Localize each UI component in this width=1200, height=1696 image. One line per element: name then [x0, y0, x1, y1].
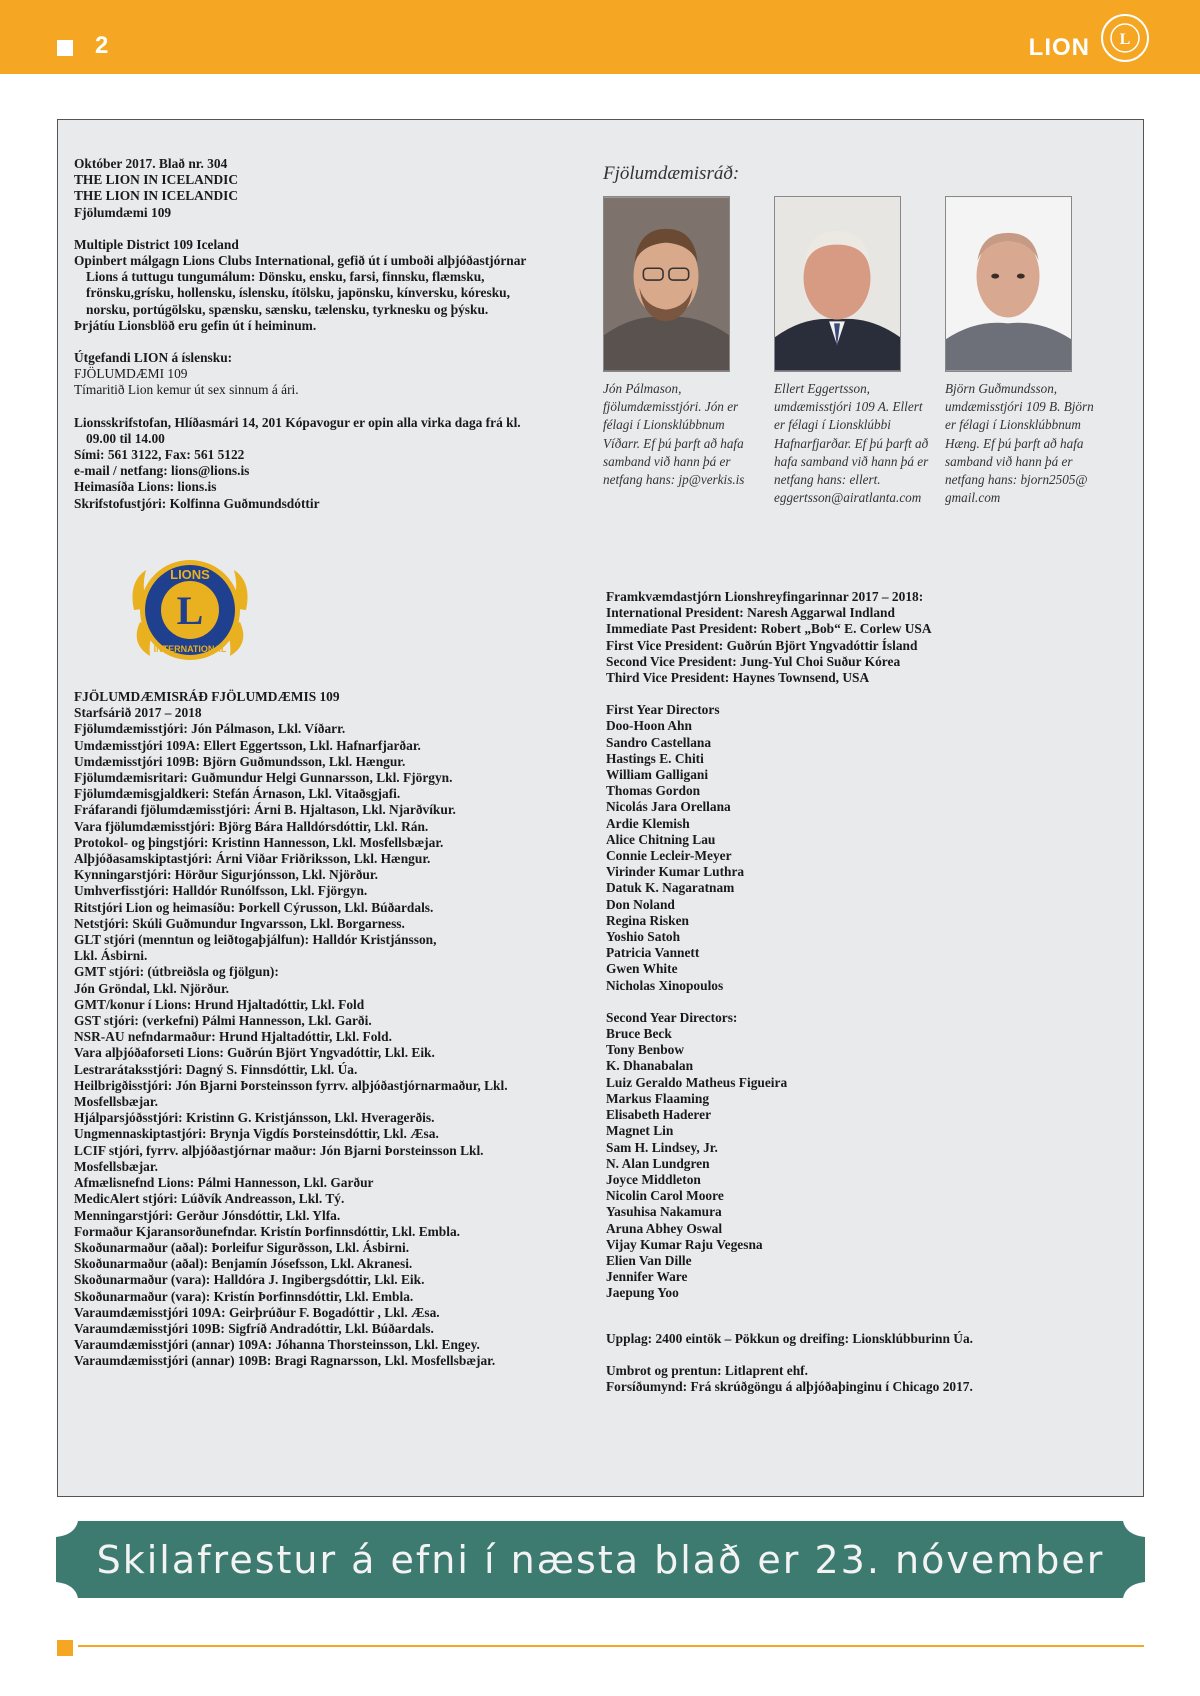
second-year-director: Sam H. Lindsey, Jr. — [606, 1139, 718, 1155]
masthead-line: Fjölumdæmi 109 — [74, 204, 172, 220]
first-year-director: Thomas Gordon — [606, 783, 701, 799]
portrait-photo — [603, 196, 730, 372]
council-role-line: MedicAlert stjóri: Lúðvík Andreasson, Lkl. Tý. — [74, 1191, 345, 1207]
header-bar — [0, 0, 1200, 74]
first-year-director: Regina Risken — [606, 912, 689, 928]
page-number: 2 — [95, 32, 109, 59]
council-role-line: LCIF stjóri, fyrrv. alþjóðastjórnar maður: Jón Bjarni Þorsteinsson Lkl. — [74, 1142, 484, 1158]
first-year-title: First Year Directors — [606, 702, 720, 718]
cover-photo-credit: Forsíðumynd: Frá skrúðgöngu á alþjóðaþinginu í Chicago 2017. — [606, 1379, 973, 1395]
second-year-director: Elien Van Dille — [606, 1252, 692, 1268]
district-name: Multiple District 109 Iceland — [74, 236, 239, 252]
council-role-line: Afmælisnefnd Lions: Pálmi Hannesson, Lkl. Garður — [74, 1175, 374, 1191]
second-year-director: N. Alan Lundgren — [606, 1155, 710, 1171]
first-year-director: Don Noland — [606, 896, 675, 912]
executive-officer: Second Vice President: Jung-Yul Choi Suður Kórea — [606, 653, 901, 669]
first-year-director: Ardie Klemish — [606, 815, 690, 831]
first-year-director: Gwen White — [606, 961, 678, 977]
council-role-line: Netstjóri: Skúli Guðmundur Ingvarsson, Lkl. Borgarness. — [74, 915, 405, 931]
second-year-director: Yasuhisa Nakamura — [606, 1204, 722, 1220]
official-organ: Opinbert málgagn Lions Clubs International, gefið út í umboði alþjóðastjórnar — [74, 253, 527, 269]
website: Heimasíða Lions: lions.is — [74, 479, 217, 495]
council-role-line: Mosfellsbæjar. — [74, 1158, 158, 1174]
council-member — [774, 196, 934, 507]
masthead-line: THE LION IN ICELANDIC — [74, 172, 239, 188]
executive-board — [606, 589, 1126, 1302]
district-council-list — [74, 689, 594, 1370]
council-role-line: Vara alþjóðaforseti Lions: Guðrún Björt Yngvadóttir, Lkl. Eik. — [74, 1045, 435, 1061]
council-role-line: Varaumdæmisstjóri 109A: Geirþrúður F. Bogadóttir , Lkl. Æsa. — [74, 1304, 440, 1320]
phone: Sími: 561 3122, Fax: 561 5122 — [74, 447, 245, 463]
council-role-line: GMT stjóri: (útbreiðsla og fjölgun): — [74, 964, 279, 980]
second-year-director: K. Dhanabalan — [606, 1058, 694, 1074]
second-year-director: Aruna Abhey Oswal — [606, 1220, 723, 1236]
council-role-line: Hjálparsjóðsstjóri: Kristinn G. Kristjánsson, Lkl. Hveragerðis. — [74, 1110, 435, 1126]
svg-text:LIONS: LIONS — [170, 567, 210, 582]
languages-line: Lions á tuttugu tungumálum: Dönsku, ensku, farsi, finnsku, flæmsku, — [86, 269, 485, 285]
council-role-line: Umhverfisstjóri: Halldór Runólfsson, Lkl. Fjörgyn. — [74, 883, 368, 899]
second-year-director: Nicolin Carol Moore — [606, 1188, 724, 1204]
first-year-director: Virinder Kumar Luthra — [606, 864, 745, 880]
svg-text:INTERNATIONAL: INTERNATIONAL — [153, 644, 227, 654]
footer-rule — [78, 1645, 1144, 1647]
production-info — [606, 1331, 1126, 1396]
second-year-director: Jennifer Ware — [606, 1269, 688, 1285]
first-year-director: William Galligani — [606, 767, 709, 783]
council-role-line: GLT stjóri (menntun og leiðtogaþjálfun): Halldór Kristjánsson, — [74, 932, 437, 948]
portrait-photo — [945, 196, 1072, 372]
council-role-line: Umdæmisstjóri 109A: Ellert Eggertsson, Lkl. Hafnarfjarðar. — [74, 737, 421, 753]
council-role-line: Skoðunarmaður (aðal): Þorleifur Sigurðsson, Lkl. Ásbirni. — [74, 1239, 410, 1255]
district-council-year: Starfsárið 2017 – 2018 — [74, 705, 202, 721]
council-role-line: Ritstjóri Lion og heimasíðu: Þorkell Cýrusson, Lkl. Búðardals. — [74, 899, 434, 915]
first-year-director: Yoshio Satoh — [606, 929, 681, 945]
languages-line: norsku, portúgölsku, spænsku, sænsku, tælensku, tyrknesku og þýsku. — [86, 301, 489, 317]
second-year-director: Vijay Kumar Raju Vegesna — [606, 1236, 763, 1252]
layout-printing: Umbrot og prentun: Litlaprent ehf. — [606, 1363, 808, 1379]
council-member — [945, 196, 1105, 507]
first-year-director: Doo-Hoon Ahn — [606, 718, 692, 734]
council-role-line: Kynningarstjóri: Hörður Sigurjónsson, Lkl. Njörður. — [74, 867, 378, 883]
first-year-director: Hastings E. Chiti — [606, 750, 704, 766]
magazine-name: LION — [1028, 34, 1090, 61]
first-year-director: Datuk K. Nagaratnam — [606, 880, 735, 896]
first-year-director: Nicholas Xinopoulos — [606, 977, 724, 993]
svg-text:L: L — [176, 588, 204, 633]
council-role-line: Vara fjölumdæmisstjóri: Björg Bára Halldórsdóttir, Lkl. Rán. — [74, 818, 429, 834]
svg-text:L: L — [1119, 31, 1131, 48]
footer-marker-square — [57, 1640, 73, 1656]
first-year-director: Connie Lecleir-Meyer — [606, 848, 732, 864]
email: e-mail / netfang: lions@lions.is — [74, 463, 250, 479]
council-role-line: Skoðunarmaður (vara): Halldóra J. Ingibergsdóttir, Lkl. Eik. — [74, 1272, 425, 1288]
council-role-line: Protokol- og þingstjóri: Kristinn Hannesson, Lkl. Mosfellsbæjar. — [74, 834, 444, 850]
council-role-line: Fráfarandi fjölumdæmisstjóri: Árni B. Hjaltason, Lkl. Njarðvíkur. — [74, 802, 456, 818]
executive-officer: Immediate Past President: Robert „Bob“ E. Corlew USA — [606, 621, 932, 637]
thirty-magazines: Þrjátíu Lionsblöð eru gefin út í heiminum. — [74, 317, 317, 333]
second-year-director: Elisabeth Haderer — [606, 1107, 712, 1123]
languages-line: frönsku,grísku, hollensku, íslensku, ítölsku, japönsku, kínversku, kóresku, — [86, 285, 510, 301]
portrait-photo — [774, 196, 901, 372]
council-member — [603, 196, 763, 489]
frequency: Tímaritið Lion kemur út sex sinnum á ári. — [74, 382, 299, 398]
member-caption: Ellert Eggertsson, umdæmisstjóri 109 A. Ellert er félagi í Lionsklúbbi Hafnarfjarðar. Ef þú þarft að hafa samband við hann þá er netfang hans: ellert. eggertsson@airatlanta.com — [774, 381, 929, 506]
council-role-line: Alþjóðasamskiptastjóri: Árni Viðar Friðriksson, Lkl. Hængur. — [74, 851, 431, 867]
second-year-director: Bruce Beck — [606, 1026, 672, 1042]
masthead-line: THE LION IN ICELANDIC — [74, 188, 239, 204]
second-year-title: Second Year Directors: — [606, 1009, 738, 1025]
council-role-line: Varaumdæmisstjóri 109B: Sigfríð Andradóttir, Lkl. Búðardals. — [74, 1320, 434, 1336]
council-role-line: Lkl. Ásbirni. — [74, 948, 148, 964]
council-role-line: GMT/konur í Lions: Hrund Hjaltadóttir, Lkl. Fold — [74, 996, 365, 1012]
council-role-line: Lestrarátaksstjóri: Dagný S. Finnsdóttir, Lkl. Úa. — [74, 1061, 358, 1077]
council-role-line: Formaður Kjaransorðunefndar. Kristín Þorfinnsdóttir, Lkl. Embla. — [74, 1223, 461, 1239]
executive-officer: Third Vice President: Haynes Townsend, USA — [606, 670, 870, 686]
second-year-director: Markus Flaaming — [606, 1090, 710, 1106]
council-role-line: Skoðunarmaður (aðal): Benjamín Jósefsson, Lkl. Akranesi. — [74, 1256, 413, 1272]
first-year-director: Sandro Castellana — [606, 734, 712, 750]
first-year-director: Alice Chitning Lau — [606, 831, 716, 847]
district-council-title: FJÖLUMDÆMISRÁÐ FJÖLUMDÆMIS 109 — [74, 689, 340, 704]
council-role-line: Varaumdæmisstjóri (annar) 109B: Bragi Ragnarsson, Lkl. Mosfellsbæjar. — [74, 1353, 496, 1369]
executive-officer: First Vice President: Guðrún Björt Yngvadóttir Ísland — [606, 637, 918, 653]
lions-emblem-icon — [1100, 13, 1150, 63]
council-role-line: Heilbrigðisstjóri: Jón Bjarni Þorsteinsson fyrrv. alþjóðastjórnarmaður, Lkl. — [74, 1077, 508, 1093]
council-role-line: NSR-AU nefndarmaður: Hrund Hjaltadóttir, Lkl. Fold. — [74, 1029, 392, 1045]
council-role-line: GST stjóri: (verkefni) Pálmi Hannesson, Lkl. Garði. — [74, 1013, 372, 1029]
second-year-director: Jaepung Yoo — [606, 1285, 679, 1301]
publisher-label: Útgefandi LION á íslensku: — [74, 350, 233, 366]
council-role-line: Menningarstjóri: Gerður Jónsdóttir, Lkl. Ylfa. — [74, 1207, 341, 1223]
office-hours: 09.00 til 14.00 — [86, 430, 165, 446]
council-title: Fjölumdæmisráð: — [603, 163, 740, 184]
lions-international-logo — [126, 552, 254, 670]
council-role-line: Ungmennaskiptastjóri: Brynja Vigdís Þorsteinsdóttir, Lkl. Æsa. — [74, 1126, 439, 1142]
council-role-line: Mosfellsbæjar. — [74, 1094, 158, 1110]
office-address: Lionsskrifstofan, Hlíðasmári 14, 201 Kópavogur er opin alla virka daga frá kl. — [74, 414, 521, 430]
deadline-text: Skilafrestur á efni í næsta blað er 23. nóvember — [96, 1537, 1105, 1582]
member-caption: Björn Guðmundsson, umdæmisstjóri 109 B. Björn er félagi í Lionsklúbbnum Hæng. Ef þú þarft að hafa samband við hann þá er netfang hans: bjorn2505@ gmail.com — [945, 381, 1094, 506]
first-year-director: Nicolás Jara Orellana — [606, 799, 731, 815]
second-year-director: Magnet Lin — [606, 1123, 674, 1139]
council-role-line: Umdæmisstjóri 109B: Björn Guðmundsson, Lkl. Hængur. — [74, 753, 406, 769]
executive-title: Framkvæmdastjórn Lionshreyfingarinnar 2017 – 2018: — [606, 589, 924, 604]
council-role-line: Skoðunarmaður (vara): Kristín Þorfinnsdóttir, Lkl. Embla. — [74, 1288, 414, 1304]
first-year-director: Patricia Vannett — [606, 945, 700, 961]
office-manager: Skrifstofustjóri: Kolfinna Guðmundsdóttir — [74, 495, 320, 511]
publisher: FJÖLUMDÆMI 109 — [74, 366, 188, 382]
executive-officer: International President: Naresh Aggarwal Indland — [606, 605, 895, 621]
council-role-line: Fjölumdæmisritari: Guðmundur Helgi Gunnarsson, Lkl. Fjörgyn. — [74, 770, 453, 786]
member-caption: Jón Pálmason, fjölumdæmisstjóri. Jón er félagi í Lionsklúbbnum Víðarr. Ef þú þarft að hafa samband við hann þá er netfang hans: jp@verkis.is — [603, 381, 745, 488]
council-role-line: Jón Gröndal, Lkl. Njörður. — [74, 980, 230, 996]
masthead — [74, 156, 594, 512]
masthead-line: Október 2017. Blað nr. 304 — [74, 156, 228, 171]
page-marker-square — [57, 40, 73, 56]
second-year-director: Tony Benbow — [606, 1042, 685, 1058]
second-year-director: Luiz Geraldo Matheus Figueira — [606, 1074, 788, 1090]
council-role-line: Varaumdæmisstjóri (annar) 109A: Jóhanna Thorsteinsson, Lkl. Engey. — [74, 1337, 480, 1353]
print-run: Upplag: 2400 eintök – Pökkun og dreifing: Lionsklúbburinn Úa. — [606, 1331, 973, 1346]
council-role-line: Fjölumdæmisstjóri: Jón Pálmason, Lkl. Víðarr. — [74, 721, 346, 737]
second-year-director: Joyce Middleton — [606, 1171, 701, 1187]
council-role-line: Fjölumdæmisgjaldkeri: Stefán Árnason, Lkl. Vitaðsgjafi. — [74, 786, 401, 802]
